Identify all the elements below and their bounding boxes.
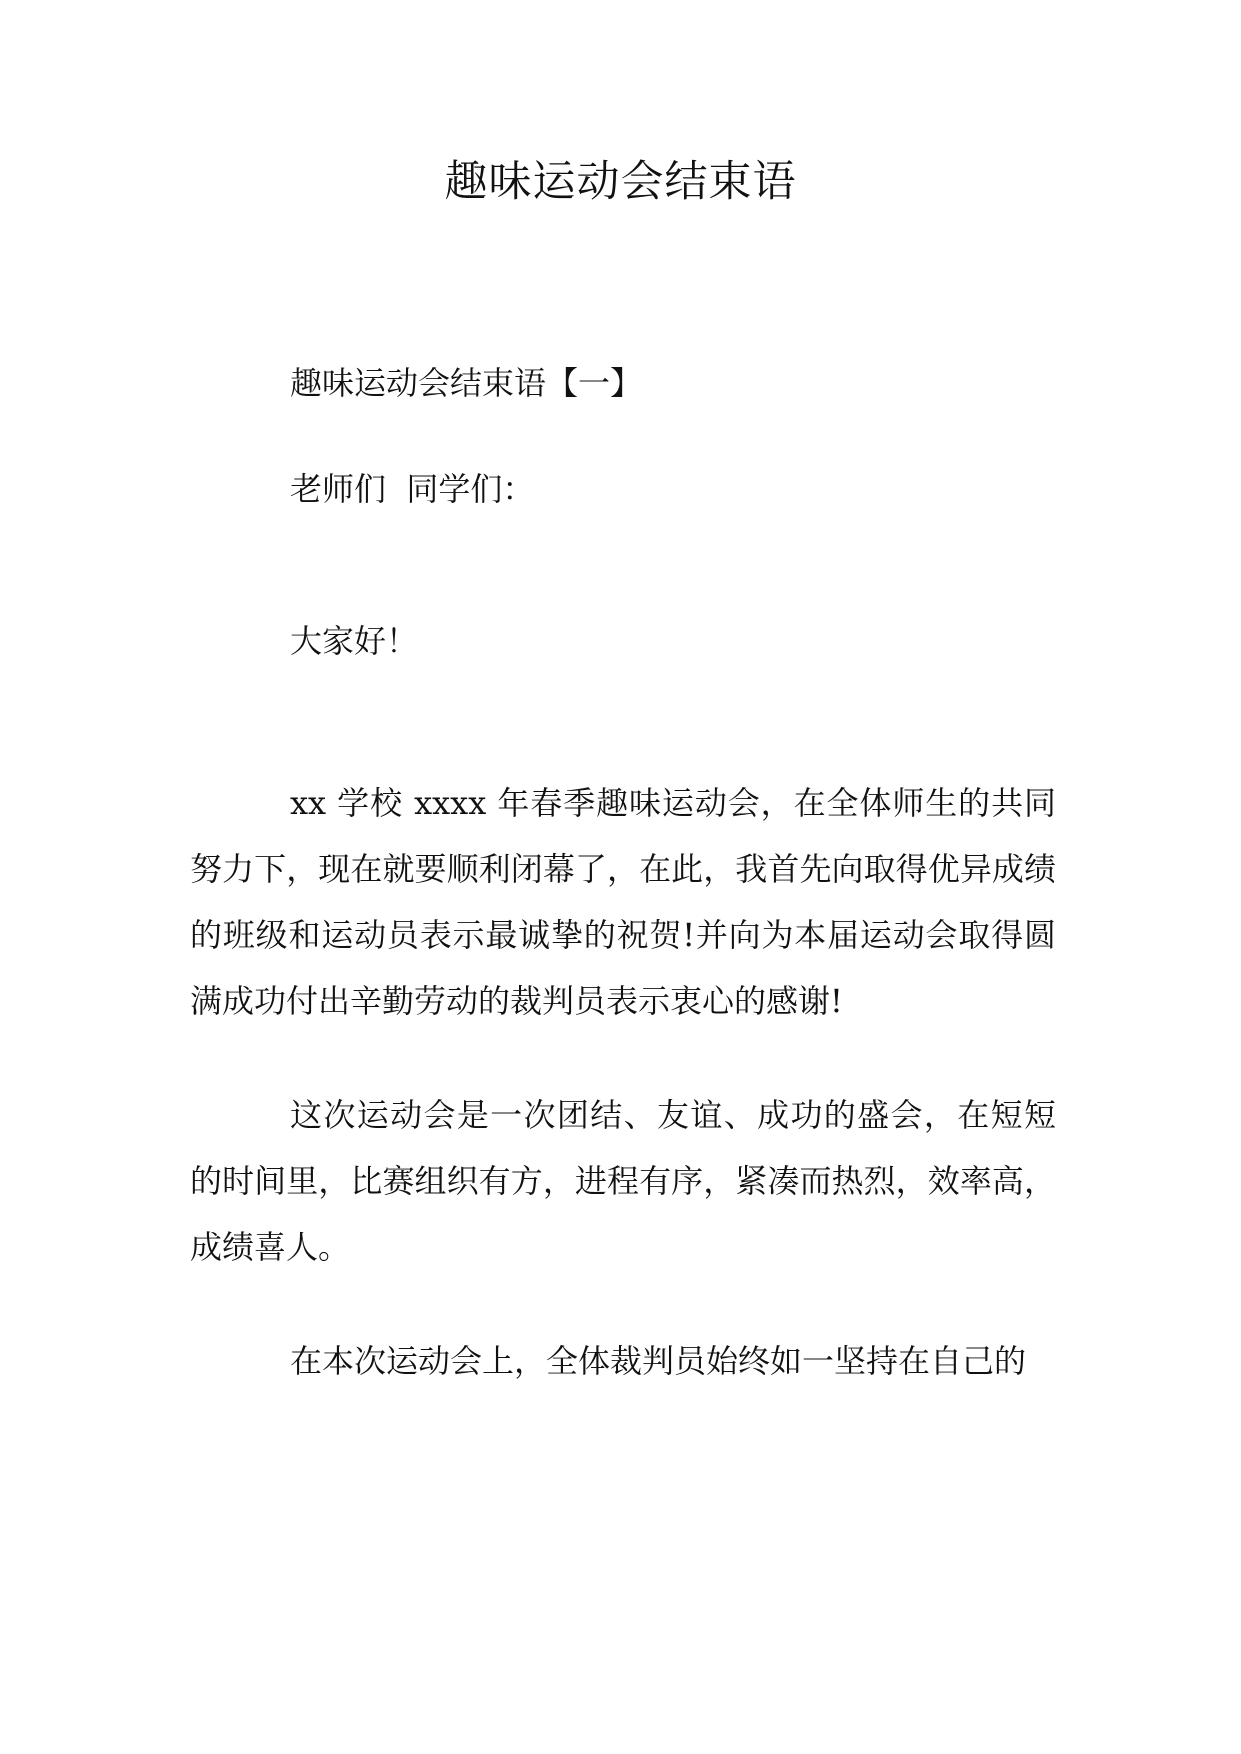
salutation: 老师们 同学们： xyxy=(290,470,535,508)
page-title: 趣味运动会结束语 xyxy=(444,157,797,207)
paragraph-3: 在本次运动会上，全体裁判员始终如一坚持在自己的 xyxy=(290,1342,1027,1380)
greeting: 大家好！ xyxy=(290,622,419,660)
section-heading: 趣味运动会结束语【一】 xyxy=(290,364,643,402)
paragraph-1: xx 学校 xxxx 年春季趣味运动会，在全体师生的共同努力下，现在就要顺利闭幕了，在此，我首先向取得优异成绩的班级和运动员表示最诚挚的祝贺!并向为本届运动会取得圆满成功付出辛勤劳动的裁判员表示衷心的感谢! xyxy=(190,784,1056,1020)
paragraph-2: 这次运动会是一次团结、友谊、成功的盛会，在短短的时间里，比赛组织有方，进程有序，紧凑而热烈，效率高，成绩喜人。 xyxy=(190,1096,1056,1266)
